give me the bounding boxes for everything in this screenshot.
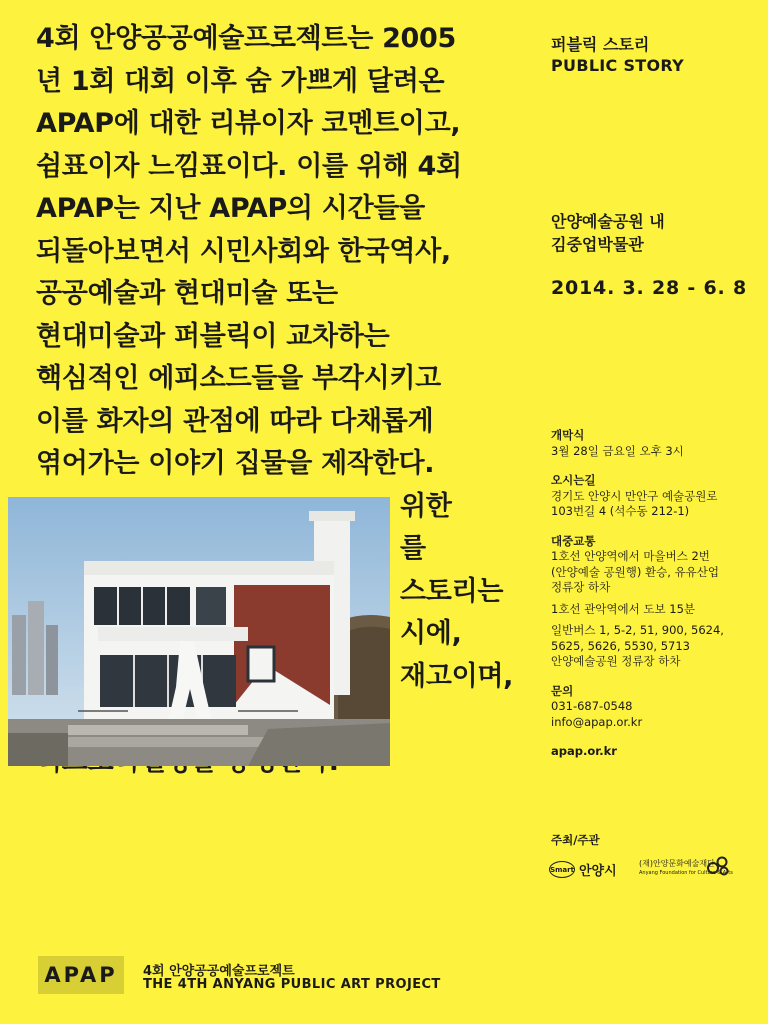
transit-line: 1호선 관악역에서 도보 15분 bbox=[551, 601, 696, 616]
foundation-rings-icon bbox=[707, 856, 731, 876]
body-line: 현대미술과 퍼블릭이 교차하는 bbox=[36, 320, 390, 352]
body-line: 스토리는 bbox=[400, 575, 504, 607]
anyang-city-logo bbox=[549, 860, 617, 879]
address-line: 103번길 4 (석수동 212-1) bbox=[551, 504, 690, 518]
directions-block bbox=[551, 473, 751, 520]
venue bbox=[551, 210, 751, 256]
apap-logo: APAP bbox=[38, 956, 124, 994]
transit-block bbox=[551, 534, 751, 670]
address-line: 경기도 안양시 만안구 예술공원로 bbox=[551, 488, 718, 503]
directions-label: 오시는길 bbox=[551, 473, 596, 487]
title-english: PUBLIC STORY bbox=[551, 56, 685, 75]
body-line: APAP는 지난 APAP의 시간들을 bbox=[36, 193, 425, 224]
museum-photo bbox=[8, 497, 390, 766]
title-korean: 퍼블릭 스토리 bbox=[551, 35, 650, 54]
contact-block bbox=[551, 684, 751, 731]
organizer-label: 주최/주관 bbox=[551, 833, 600, 847]
contact-label: 문의 bbox=[551, 683, 574, 698]
footer-title-korean: 4회 안양공공예술프로젝트 bbox=[143, 964, 295, 979]
anyang-city-name: 안양시 bbox=[579, 864, 617, 879]
anyang-foundation-logo bbox=[639, 858, 733, 876]
transit-line: (안양예술 공원행) 환승, 유유산업 bbox=[551, 564, 720, 579]
body-line: 시에, bbox=[400, 618, 462, 649]
exhibition-dates: 2014. 3. 28 - 6. 8 bbox=[551, 277, 747, 299]
foundation-name: (재)안양문화예술재단 bbox=[639, 859, 715, 868]
body-line: 이를 화자의 관점에 따라 다채롭게 bbox=[36, 405, 434, 437]
body-line: 위한 bbox=[400, 490, 452, 522]
transit-label: 대중교통 bbox=[551, 533, 596, 548]
body-line: 4회 안양공공예술프로젝트는 2005 bbox=[36, 23, 457, 54]
body-line: 년 1회 대회 이후 숨 가쁘게 달려온 bbox=[36, 65, 445, 97]
opening-block bbox=[551, 428, 751, 459]
transit-line: 5625, 5626, 5530, 5713 bbox=[551, 638, 690, 653]
contact-email[interactable]: info@apap.or.kr bbox=[551, 714, 643, 729]
contact-phone: 031-687-0548 bbox=[551, 699, 633, 713]
smart-mark: Smart bbox=[549, 861, 575, 878]
opening-label: 개막식 bbox=[551, 428, 585, 442]
website-link[interactable]: apap.or.kr bbox=[551, 744, 617, 758]
body-line: APAP에 대한 리뷰이자 코멘트이고, bbox=[36, 108, 461, 139]
info-panel bbox=[551, 428, 751, 760]
transit-line: 일반버스 1, 5-2, 51, 900, 5624, bbox=[551, 623, 724, 637]
foundation-subname: Anyang Foundation for Culture & Arts bbox=[639, 870, 733, 876]
transit-line: 안양예술공원 정류장 하차 bbox=[551, 654, 681, 668]
body-line: 재고이며, bbox=[400, 660, 514, 692]
building-illustration bbox=[8, 497, 390, 766]
body-line: 쉼표이자 느낌표이다. 이를 위해 4회 bbox=[36, 150, 462, 182]
body-line: 엮어가는 이야기 집물을 제작한다. bbox=[36, 448, 435, 479]
transit-line: 정류장 하차 bbox=[551, 580, 611, 594]
organizer-logos bbox=[549, 858, 759, 888]
body-line: 공공예술과 현대미술 또는 bbox=[36, 278, 338, 309]
body-line: 되돌아보면서 시민사회와 한국역사, bbox=[36, 235, 451, 267]
footer-title-english: THE 4TH ANYANG PUBLIC ART PROJECT bbox=[143, 977, 441, 992]
body-line: 를 bbox=[400, 533, 426, 564]
venue-line: 김중업박물관 bbox=[551, 235, 644, 254]
transit-line: 1호선 안양역에서 마을버스 2번 bbox=[551, 549, 710, 563]
body-line: 핵심적인 에피소드들을 부각시키고 bbox=[36, 363, 441, 394]
opening-value: 3월 28일 금요일 오후 3시 bbox=[551, 443, 684, 458]
venue-line: 안양예술공원 내 bbox=[551, 212, 665, 231]
